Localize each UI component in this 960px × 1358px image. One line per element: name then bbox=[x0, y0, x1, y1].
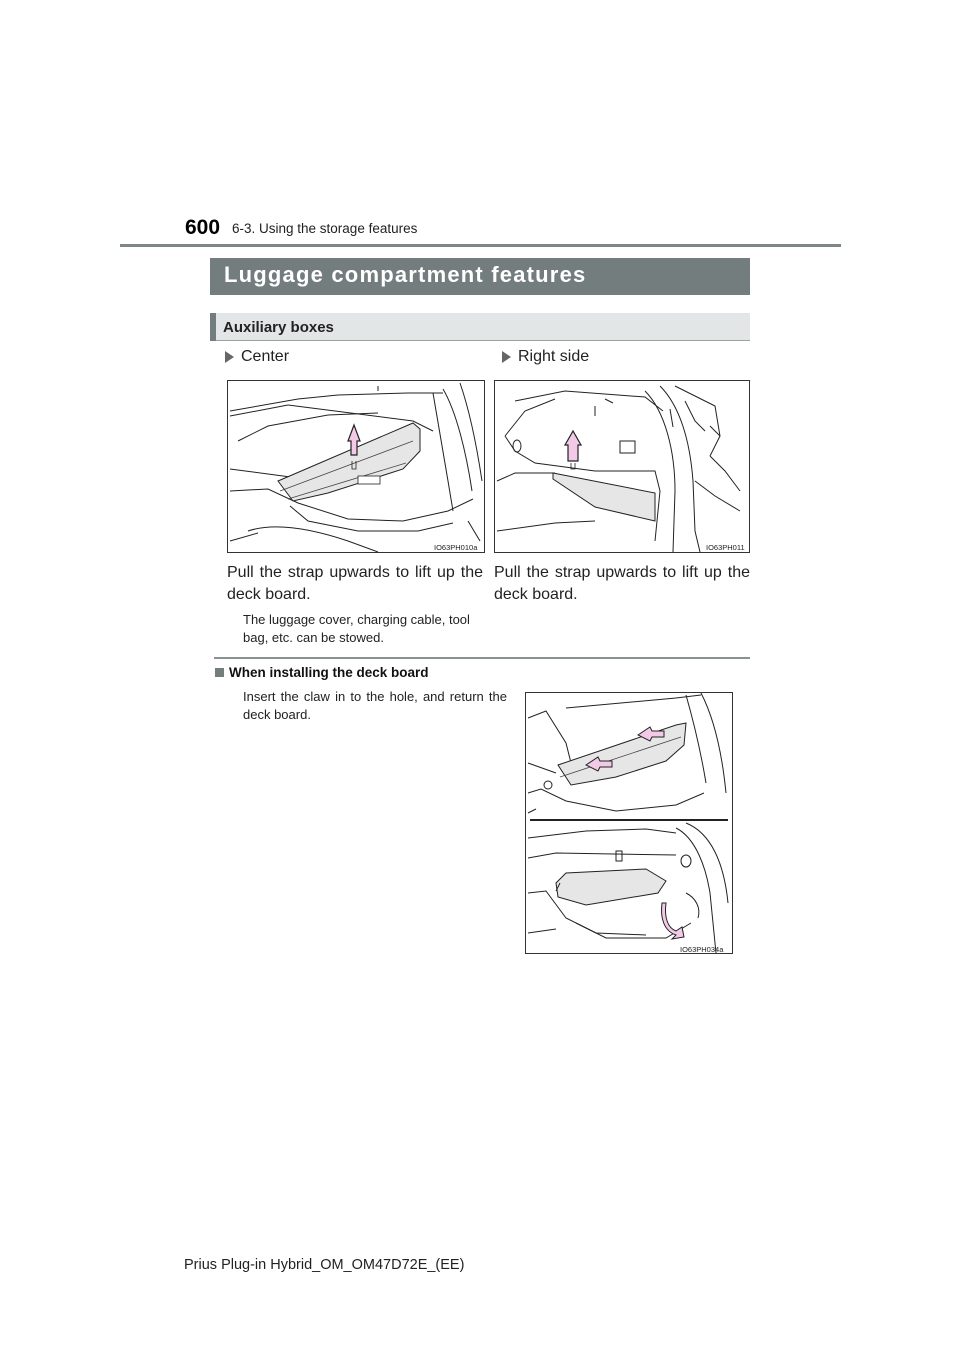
chapter-heading: 6-3. Using the storage features bbox=[232, 221, 418, 236]
right-side-instruction: Pull the strap upwards to lift up the deck board. bbox=[494, 564, 750, 603]
deck-board-installation-illustration bbox=[525, 692, 733, 954]
triangle-bullet-icon bbox=[225, 351, 234, 363]
center-label: Center bbox=[241, 348, 290, 365]
page-footer: Prius Plug-in Hybrid_OM_OM47D72E_(EE) bbox=[184, 1257, 465, 1273]
figure-code: IO63PH034a bbox=[680, 945, 724, 954]
square-bullet-icon bbox=[215, 668, 224, 677]
triangle-bullet-icon bbox=[502, 351, 511, 363]
center-trunk-drawing bbox=[228, 381, 484, 552]
subsection-title: Auxiliary boxes bbox=[223, 319, 334, 336]
page-number: 600 bbox=[185, 216, 221, 239]
center-instruction: Pull the strap upwards to lift up the deck board. bbox=[227, 564, 483, 603]
right-side-trunk-drawing bbox=[495, 381, 749, 552]
figure-code: IO63PH011 bbox=[706, 543, 745, 552]
right-side-auxiliary-box-illustration bbox=[494, 380, 750, 553]
figure-code: IO63PH010a bbox=[434, 543, 478, 552]
section-divider bbox=[214, 657, 750, 659]
center-note: The luggage cover, charging cable, tool bag, etc. can be stowed. bbox=[243, 612, 470, 645]
subsection-marker bbox=[210, 313, 216, 341]
right-side-label: Right side bbox=[518, 348, 590, 365]
header-rule bbox=[120, 244, 841, 247]
install-instruction: Insert the claw in to the hole, and return the deck board. bbox=[243, 689, 507, 722]
deck-board-drawing bbox=[526, 693, 732, 953]
section-title: Luggage compartment features bbox=[224, 262, 587, 287]
center-auxiliary-box-illustration bbox=[227, 380, 485, 553]
install-note-title: When installing the deck board bbox=[229, 665, 429, 680]
